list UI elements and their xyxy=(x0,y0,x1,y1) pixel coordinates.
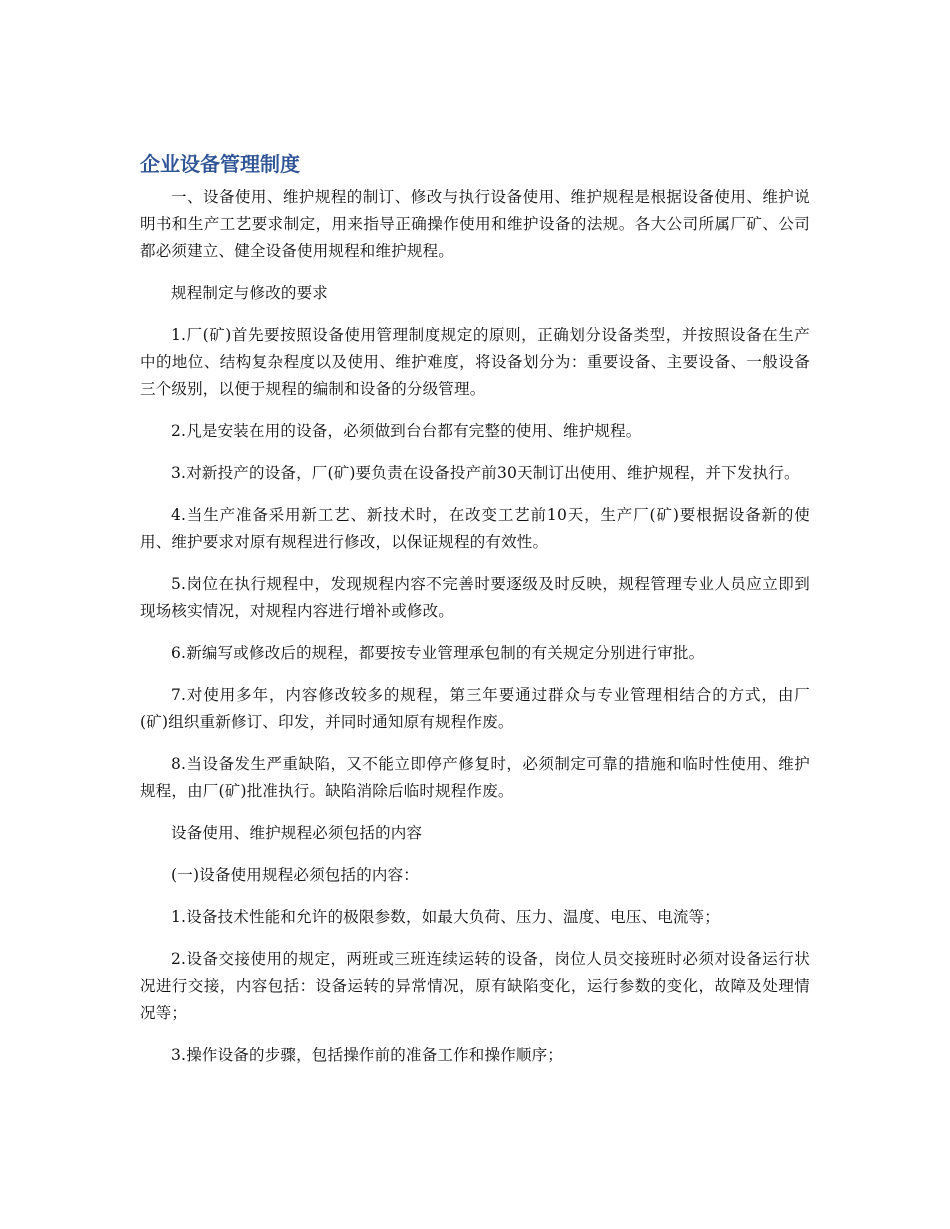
paragraph-item-5: 5.岗位在执行规程中，发现规程内容不完善时要逐级及时反映，规程管理专业人员应立即到现场核实情况，对规程内容进行增补或修改。 xyxy=(140,575,810,620)
paragraph-subsection-usage: (一)设备使用规程必须包括的内容： xyxy=(171,866,419,884)
paragraph-usage-item-1: 1.设备技术性能和允许的极限参数，如最大负荷、压力、温度、电压、电流等； xyxy=(171,908,720,926)
document-title: 企业设备管理制度 xyxy=(140,152,300,176)
paragraph-usage-item-3: 3.操作设备的步骤，包括操作前的准备工作和操作顺序； xyxy=(171,1046,563,1064)
document-page xyxy=(140,150,810,1084)
paragraph-item-1: 1.厂(矿)首先要按照设备使用管理制度规定的原则，正确划分设备类型，并按照设备在生产中的地位、结构复杂程度以及使用、维护难度，将设备划分为：重要设备、主要设备、一般设备三个级别，以便于规程的编制和设备的分级管理。 xyxy=(140,326,810,398)
paragraph-section-heading-contents: 设备使用、维护规程必须包括的内容 xyxy=(171,824,423,842)
paragraph-item-2: 2.凡是安装在用的设备，必须做到台台都有完整的使用、维护规程。 xyxy=(171,422,642,440)
paragraph-usage-item-2: 2.设备交接使用的规定，两班或三班连续运转的设备，岗位人员交接班时必须对设备运行状况进行交接，内容包括：设备运转的异常情况，原有缺陷变化，运行参数的变化，故障及处理情况等； xyxy=(140,950,810,1022)
paragraph-intro: 一、设备使用、维护规程的制订、修改与执行设备使用、维护规程是根据设备使用、维护说明书和生产工艺要求制定，用来指导正确操作使用和维护设备的法规。各大公司所属厂矿、公司都必须建立、健全设备使用规程和维护规程。 xyxy=(140,188,810,260)
paragraph-item-6: 6.新编写或修改后的规程，都要按专业管理承包制的有关规定分别进行审批。 xyxy=(171,644,705,662)
paragraph-item-3: 3.对新投产的设备，厂(矿)要负责在设备投产前30天制订出使用、维护规程，并下发执行。 xyxy=(171,464,800,482)
paragraph-item-7: 7.对使用多年，内容修改较多的规程，第三年要通过群众与专业管理相结合的方式，由厂(矿)组织重新修订、印发，并同时通知原有规程作废。 xyxy=(140,686,810,731)
paragraph-item-8: 8.当设备发生严重缺陷，又不能立即停产修复时，必须制定可靠的措施和临时性使用、维护规程，由厂(矿)批准执行。缺陷消除后临时规程作废。 xyxy=(140,755,810,800)
paragraph-item-4: 4.当生产准备采用新工艺、新技术时，在改变工艺前10天，生产厂(矿)要根据设备新的使用、维护要求对原有规程进行修改，以保证规程的有效性。 xyxy=(140,506,810,551)
paragraph-section-heading-rules: 规程制定与修改的要求 xyxy=(171,284,329,302)
